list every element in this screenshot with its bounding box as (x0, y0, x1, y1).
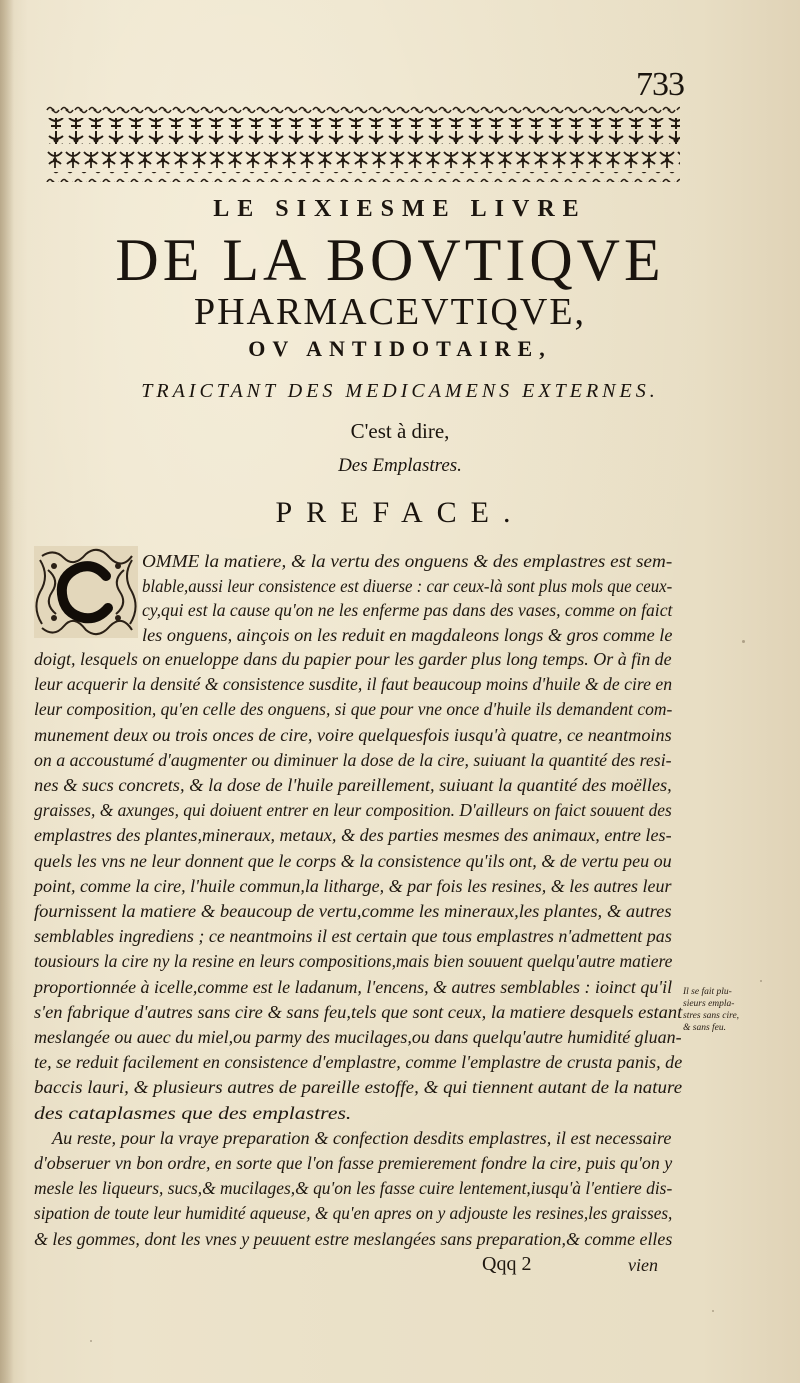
preface-line: blable,aussi leur consistence est diuerse : car ceux-là sont plus mols que ceux- (142, 575, 673, 596)
preface-line: leur acquerir la densité & consistence susdite, il faut beaucoup moins d'huile & de cire en (34, 674, 673, 695)
preface-line: doigt, lesquels on enueloppe dans du papier pour les garder plus long temps. Or à fin de (34, 649, 672, 669)
preface-line: emplastres des plantes,mineraux, metaux, & des parties mesmes des animaux, entre les- (34, 825, 672, 846)
preface-line: baccis lauri, & plusieurs autres de pareille estoffe, & qui tiennent autant de la nature (34, 1077, 683, 1098)
preface-line: mesle les liqueurs, sucs,& mucilages,& qu'on les fasse cuire lentement,iusqu'à l'entiere dis- (34, 1178, 673, 1199)
preface-line: leur composition, qu'en celle des onguens, si que pour vne once d'huile ils demandent com- (34, 699, 673, 720)
decorated-initial-c (34, 546, 138, 638)
preface-line: cy,qui est la cause qu'on ne les enferme pas dans des vases, comme on faict (142, 600, 673, 620)
margin-note-line: sieurs empla- (683, 999, 735, 1009)
preface-line: Au reste, pour la vraye preparation & confection desdits emplastres, il est necessaire (52, 1127, 672, 1148)
preface-line: meslangée ou auec du miel,ou parmy des mucilages,ou dans quelqu'autre humidité gluan- (34, 1027, 682, 1047)
preface-line: sipation de toute leur humidité aqueuse, & qu'en apres on y adjouste les resines,les graisses, (34, 1203, 673, 1224)
signature-mark: Qqq 2 (482, 1253, 532, 1275)
preface-line: semblables ingrediens ; ce neantmoins il est certain que tous emplastres n'admettent pas (34, 926, 672, 947)
book-heading-line-4: OV ANTIDOTAIRE, (248, 336, 552, 361)
preface-line: des cataplasmes que des emplastres. (34, 1102, 352, 1123)
book-subtitle-emplastres: Des Emplastres. (338, 455, 462, 476)
book-heading-line-2: DE LA BOVTIQVE (115, 227, 665, 293)
preface-line: graisses, & axunges, qui doiuent entrer en leur composition. D'ailleurs on faict souuent des (34, 800, 672, 821)
preface-line: on a accoustumé d'augmenter ou diminuer la dose de la cire, suiuant la quantité des resi- (34, 749, 672, 770)
preface-line: les onguens, ainçois on les reduit en magdaleons longs & gros comme le (142, 624, 673, 645)
preface-line: munement deux ou trois onces de cire, voire quelquesfois iusqu'à quatre, ce neantmoins (34, 724, 672, 745)
page-number: 733 (636, 66, 684, 103)
book-subtitle-cest-a-dire: C'est à dire, (350, 419, 450, 443)
margin-note-line: & sans feu. (683, 1023, 727, 1033)
book-heading-line-3: PHARMACEVTIQVE, (193, 291, 587, 333)
margin-note (683, 986, 783, 1034)
preface-line: fournissent la matiere & beaucoup de vertu,comme les mineraux,les plantes, & autres (34, 901, 672, 921)
margin-note-line: Il se fait plu- (683, 987, 732, 997)
catchword: vien (628, 1255, 658, 1275)
preface-line: tousiours la cire ny la resine en leurs compositions,mais bien souuent quelqu'autre matiere (34, 951, 673, 972)
preface-line: nes & sucs concrets, & la dose de l'huile pareillement, suiuant la quantité des moëlles, (34, 775, 672, 795)
preface-line: te, se reduit facilement en consistence d'emplastre, comme l'emplastre de crusta panis, de (34, 1052, 683, 1073)
preface-line: OMME la matiere, & la vertu des onguens & des emplastres est sem- (142, 551, 673, 571)
book-heading-line-1: LE SIXIESME LIVRE (213, 196, 587, 222)
book-subtitle: TRAICTANT DES MEDICAMENS EXTERNES. (141, 380, 659, 402)
preface-line: s'en fabrique d'autres sans cire & sans feu,tels que sont ceux, la matiere desquels estant (34, 1001, 683, 1022)
preface-heading: PREFACE. (275, 496, 525, 529)
margin-note-line: stres sans cire, (683, 1011, 740, 1021)
preface-line: proportionnée à icelle,comme est le ladanum, l'encens, & autres semblables : ioinct qu'il (34, 976, 673, 997)
preface-line: point, comme la cire, l'huile commun,la litharge, & par fois les resines, & les autres leur (34, 875, 672, 896)
preface-line: d'obseruer vn bon ordre, en sorte que l'on fasse premierement fondre la cire, puis qu'on y (34, 1153, 673, 1173)
preface-line: quels les vns ne leur donnent que le corps & la consistence qu'ils ont, & de vertu peu ou (34, 850, 672, 871)
preface-line: & les gommes, dont les vnes y peuuent estre meslangées sans preparation,& comme elles (34, 1228, 673, 1249)
headpiece-ornament (46, 104, 680, 184)
